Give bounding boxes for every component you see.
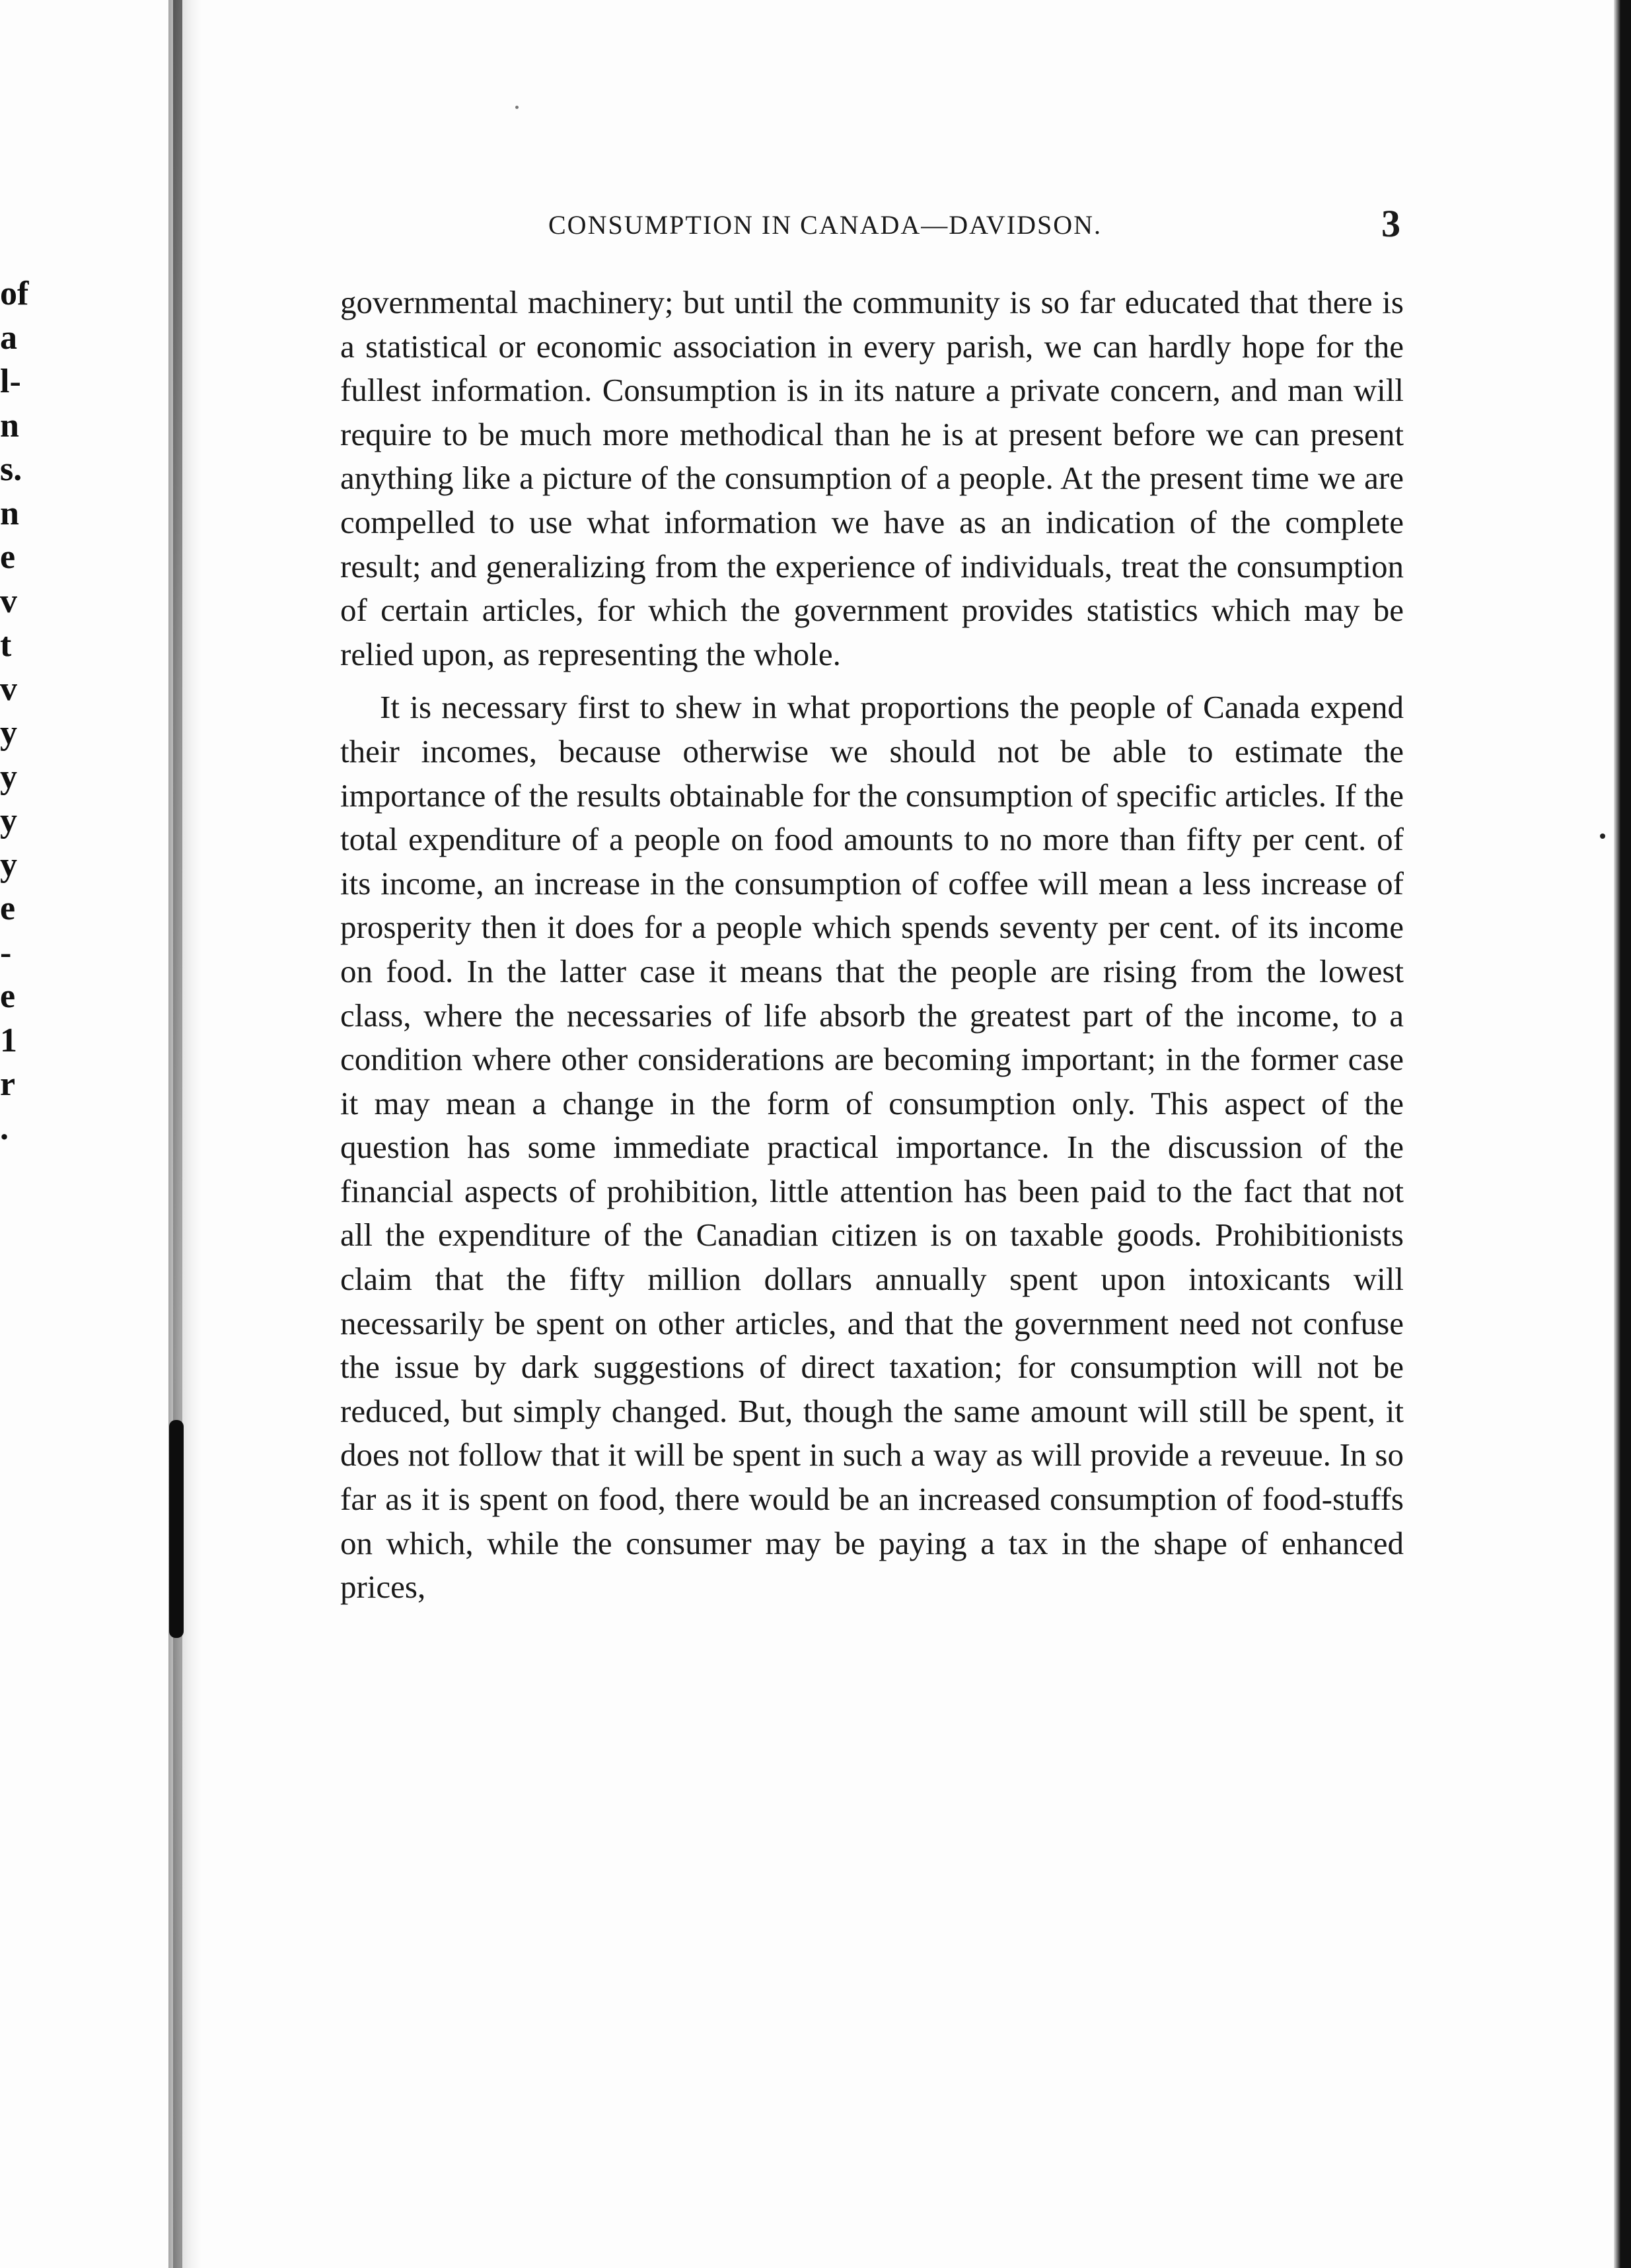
paragraph-1: governmental machinery; but until the community is so far educated that there is a statistical or economic association in every parish, we can hardly hope for the fullest information. Consumption is in its nature a private concern, and man will require to be much more methodical than he is at present before we can present anything like a picture of the consumption of a people. At the present time we are compelled to use what information we have as an indication of the complete result; and generalizing from the experience of individuals, treat the consumption of certain articles, for which the government provides statistics which may be relied upon, as representing the whole. — [340, 284, 1404, 672]
facing-page-fragment: - — [0, 933, 12, 972]
page-header — [350, 201, 1400, 248]
facing-page-fragment: l- — [0, 363, 21, 400]
facing-page-fragment: n — [0, 406, 19, 444]
facing-page-fragment: t — [0, 626, 12, 664]
facing-page-fragments — [0, 272, 40, 1151]
right-page-edge — [1614, 0, 1631, 2268]
binding-ink-blot — [169, 1420, 184, 1638]
paragraph-2: It is necessary first to shew in what proportions the people of Canada expend their incomes, because otherwise we should not be able to estimate the importance of the results obtainable for the consumption of specific articles. If the total expenditure of a people on food amounts to no more than fifty per cent. of its income, an increase in the consumption of coffee will mean a less increase of prosperity then it does for a people which spends seventy per cent. of its income on food. In the latter case it means that the people are rising from the lowest class, where the necessaries of life absorb the greatest part of the income, to a condition where other considerations are becoming important; in the former case it may mean a change in the form of consumption only. This aspect of the question has some immediate practical importance. In the discussion of the financial aspects of prohibition, little attention has been paid to the fact that not all the expenditure of the Canadian citizen is on taxable goods. Prohibitionists claim that the fifty million dollars annually spent upon intoxicants will necessarily be spent on other articles, and that the government need not confuse the issue by dark suggestions of direct taxation; for consumption will not be reduced, but simply changed. But, though the same amount will still be spent, it does not follow that it will be spent in such a way as will provide a reveuue. In so far as it is spent on food, there would be an increased consumption of food-stuffs on which, while the consumer may be paying a tax in the shape of enhanced prices, — [340, 689, 1404, 1606]
facing-page-fragment: y — [0, 845, 17, 884]
facing-page-fragment: v — [0, 670, 17, 708]
page-number: 3 — [1381, 202, 1400, 245]
facing-page-fragment: e — [0, 890, 16, 927]
facing-page-fragment: n — [0, 494, 19, 532]
body-text — [340, 281, 1404, 1610]
facing-page-fragment: y — [0, 802, 17, 839]
running-head: CONSUMPTION IN CANADA—DAVIDSON. — [548, 210, 1102, 240]
facing-page-fragment: 1 — [0, 1021, 17, 1059]
facing-page-fragment: r — [0, 1065, 16, 1103]
scan-speck — [515, 106, 519, 109]
facing-page-fragment: a — [0, 318, 17, 357]
facing-page-fragment: of — [0, 275, 29, 312]
facing-page-fragment: v — [0, 582, 17, 620]
binding-gutter-edge — [173, 0, 182, 2268]
facing-page-fragment: y — [0, 758, 17, 796]
facing-page-fragment: e — [0, 538, 16, 576]
facing-page-fragment: e — [0, 977, 16, 1015]
scan-speck — [1600, 833, 1605, 839]
facing-page-fragment: s. — [0, 450, 22, 488]
facing-page-fragment: . — [0, 1109, 9, 1147]
facing-page-fragment: y — [0, 714, 17, 752]
